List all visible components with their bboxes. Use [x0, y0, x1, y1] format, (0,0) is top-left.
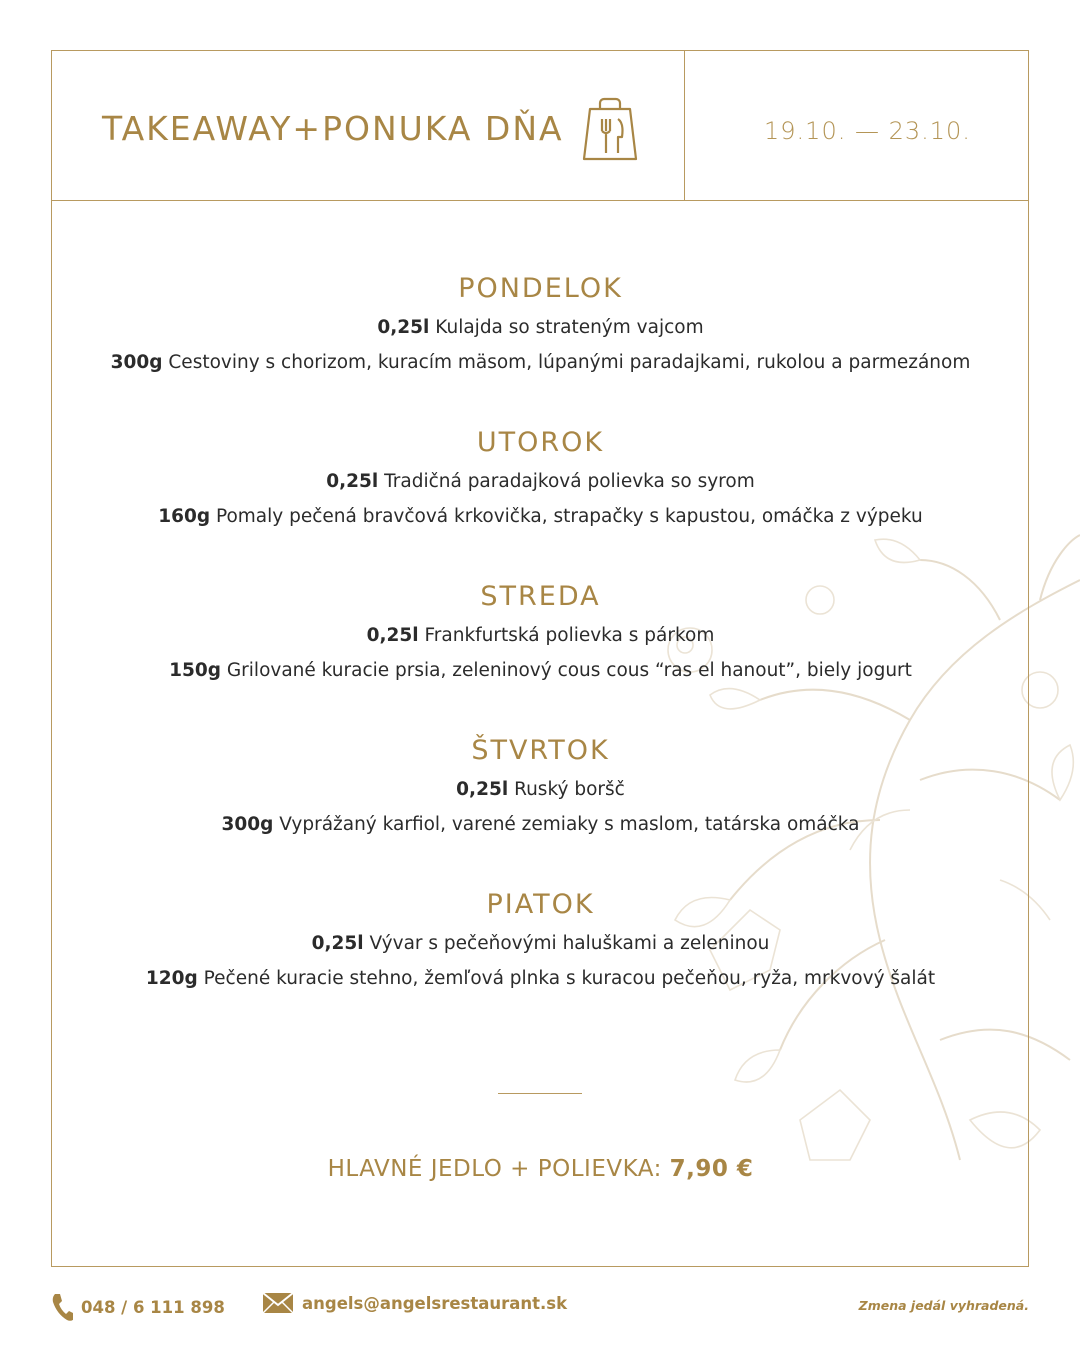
day-title: ŠTVRTOK	[471, 735, 610, 766]
main-text: Cestoviny s chorizom, kuracím mäsom, lúpanými paradajkami, rukolou a parmezánom	[168, 352, 971, 373]
soup-line	[0, 618, 1081, 653]
day-section-friday	[0, 886, 1081, 996]
day-title: PIATOK	[486, 889, 595, 920]
main-qty: 150g	[169, 660, 221, 681]
soup-text: Frankfurtská polievka s párkom	[424, 625, 715, 646]
day-title: UTOROK	[476, 427, 605, 458]
email-contact[interactable]	[262, 1292, 567, 1314]
price-label: HLAVNÉ JEDLO + POLIEVKA:	[327, 1156, 662, 1182]
footer	[0, 1290, 1081, 1326]
soup-line	[0, 772, 1081, 807]
header-divider	[684, 51, 685, 201]
menu-header	[52, 51, 1028, 201]
main-line	[0, 961, 1081, 996]
main-text: Pomaly pečená bravčová krkovička, strapačky s kapustou, omáčka z výpeku	[215, 506, 923, 527]
soup-text: Vývar s pečeňovými haluškami a zeleninou	[369, 933, 770, 954]
main-qty: 120g	[145, 968, 198, 989]
main-line	[0, 345, 1081, 380]
main-line	[0, 653, 1081, 688]
email-address: angels@angelsrestaurant.sk	[302, 1293, 568, 1313]
soup-text: Kulajda so strateným vajcom	[435, 317, 704, 338]
main-text: Pečené kuracie stehno, žemľová plnka s kuracou pečeňou, ryža, mrkvový šalát	[203, 968, 936, 989]
disclaimer-note: Zmena jedál vyhradená.	[858, 1298, 1029, 1313]
phone-icon	[51, 1292, 73, 1322]
daily-menu	[0, 270, 1081, 1040]
main-qty: 300g	[221, 814, 274, 835]
takeaway-bag-icon	[580, 95, 640, 161]
soup-qty: 0,25l	[377, 317, 430, 338]
price-value: 7,90 €	[669, 1156, 754, 1182]
day-section-monday	[0, 270, 1081, 380]
day-section-tuesday	[0, 424, 1081, 534]
main-qty: 300g	[110, 352, 163, 373]
day-section-thursday	[0, 732, 1081, 842]
phone-contact[interactable]	[51, 1292, 225, 1322]
main-qty: 160g	[158, 506, 211, 527]
main-line	[0, 807, 1081, 842]
main-text: Grilované kuracie prsia, zeleninový cous cous “ras el hanout”, biely jogurt	[226, 660, 912, 681]
main-line	[0, 499, 1081, 534]
divider-line	[498, 1093, 582, 1094]
soup-qty: 0,25l	[366, 625, 419, 646]
day-title: STREDA	[480, 581, 601, 612]
main-text: Vyprážaný karfiol, varené zemiaky s maslom, tatárska omáčka	[279, 814, 860, 835]
soup-qty: 0,25l	[456, 779, 509, 800]
page-title: TAKEAWAY+PONUKA DŇA	[102, 109, 564, 148]
price-line	[0, 1156, 1081, 1182]
soup-qty: 0,25l	[311, 933, 364, 954]
soup-line	[0, 464, 1081, 499]
soup-line	[0, 926, 1081, 961]
soup-text: Ruský boršč	[514, 779, 625, 800]
day-section-wednesday	[0, 578, 1081, 688]
envelope-icon	[262, 1292, 294, 1314]
phone-number: 048 / 6 111 898	[81, 1297, 225, 1317]
soup-qty: 0,25l	[326, 471, 379, 492]
date-range: 19.10. — 23.10.	[764, 117, 971, 145]
soup-text: Tradičná paradajková polievka so syrom	[384, 471, 755, 492]
day-title: PONDELOK	[458, 273, 623, 304]
soup-line	[0, 310, 1081, 345]
